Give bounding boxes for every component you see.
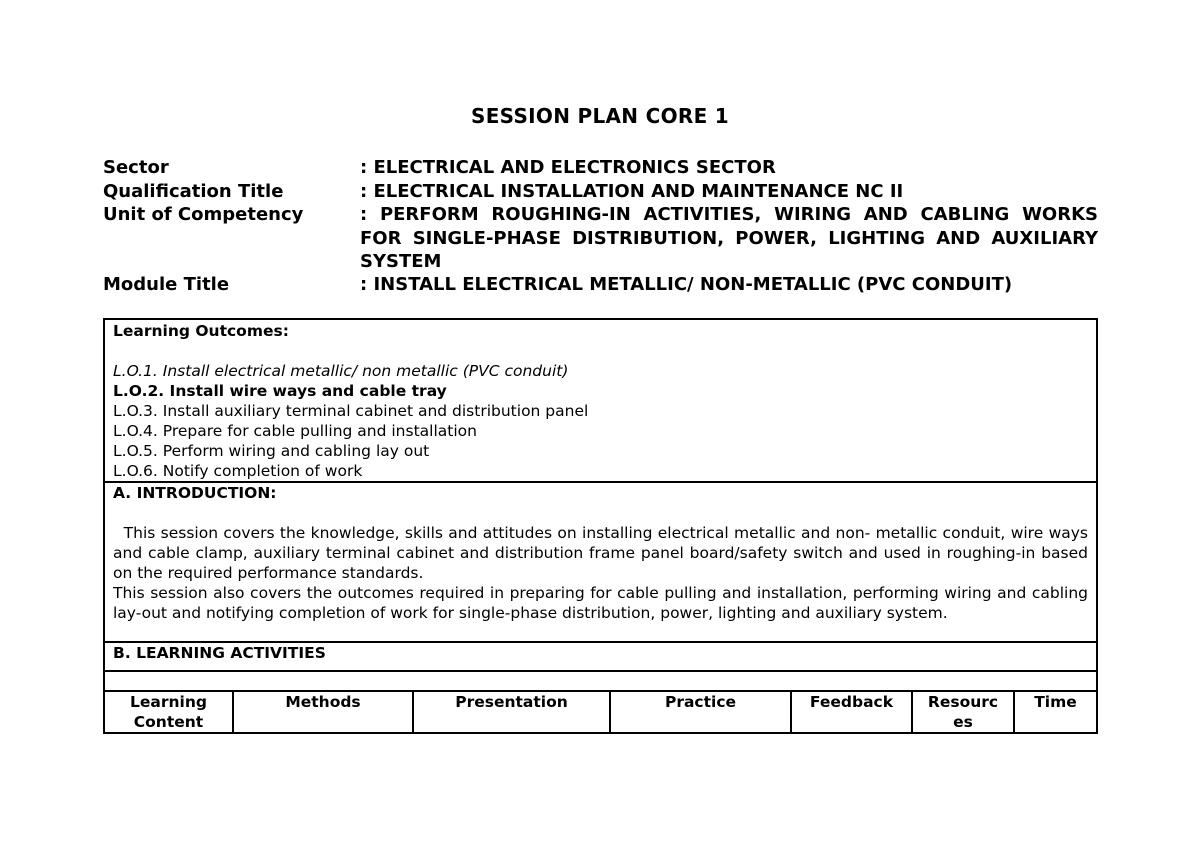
introduction-paragraph-2: This session also covers the outcomes required in preparing for cable pulling and installation, performing wiring and cabling lay-out and notifying completion of work for single-phase distribution, power, lighting and auxiliary system. [113, 584, 1088, 622]
learning-outcome-5: L.O.5. Perform wiring and cabling lay out [113, 442, 430, 460]
module-value: : INSTALL ELECTRICAL METALLIC/ NON-METALLIC (PVC CONDUIT) [360, 274, 1013, 295]
sector-value: : ELECTRICAL AND ELECTRONICS SECTOR [360, 157, 776, 178]
column-header-presentation: Presentation [413, 692, 610, 732]
learning-outcome-2: L.O.2. Install wire ways and cable tray [113, 382, 447, 400]
column-header-practice: Practice [610, 692, 791, 732]
activity-columns-table [105, 692, 1096, 732]
activity-columns-row [104, 691, 1097, 733]
qualification-label: Qualification Title [103, 181, 284, 202]
session-plan-table [103, 318, 1098, 734]
learning-outcome-6: L.O.6. Notify completion of work [113, 462, 363, 480]
introduction-paragraph-1: This session covers the knowledge, skills and attitudes on installing electrical metallic and non- metallic conduit, wire ways and cable clamp, auxiliary terminal cabinet and distribution frame panel board/safety switch and used in roughing-in based on the required performance standards. [113, 524, 1093, 582]
learning-outcome-4: L.O.4. Prepare for cable pulling and installation [113, 422, 477, 440]
learning-outcome-1: L.O.1. Install electrical metallic/ non metallic (PVC conduit) [113, 362, 569, 380]
learning-outcomes-heading: Learning Outcomes: [113, 322, 289, 340]
module-label: Module Title [103, 274, 230, 295]
learning-outcome-3: L.O.3. Install auxiliary terminal cabinet and distribution panel [113, 402, 589, 420]
column-header-time: Time [1034, 693, 1077, 711]
qualification-value: : ELECTRICAL INSTALLATION AND MAINTENANCE NC II [360, 181, 904, 202]
unit-value: : PERFORM ROUGHING-IN ACTIVITIES, WIRING AND CABLING WORKS FOR SINGLE-PHASE DISTRIBUTION, POWER, LIGHTING AND AUXILIARY SYSTEM [360, 204, 1098, 272]
learning-activities-heading: B. LEARNING ACTIVITIES [104, 642, 1097, 671]
sector-label: Sector [103, 157, 169, 178]
empty-row [104, 671, 1097, 691]
column-header-methods: Methods [233, 692, 413, 732]
unit-label: Unit of Competency [103, 204, 304, 225]
column-header-feedback: Feedback [791, 692, 912, 732]
learning-outcomes-cell [104, 319, 1097, 482]
page-title: SESSION PLAN CORE 1 [470, 104, 730, 128]
introduction-cell [104, 482, 1097, 642]
introduction-heading: A. INTRODUCTION: [113, 484, 277, 502]
column-header-learning-content: Learning Content [105, 692, 233, 732]
column-header-resources: Resourc es [912, 692, 1014, 732]
